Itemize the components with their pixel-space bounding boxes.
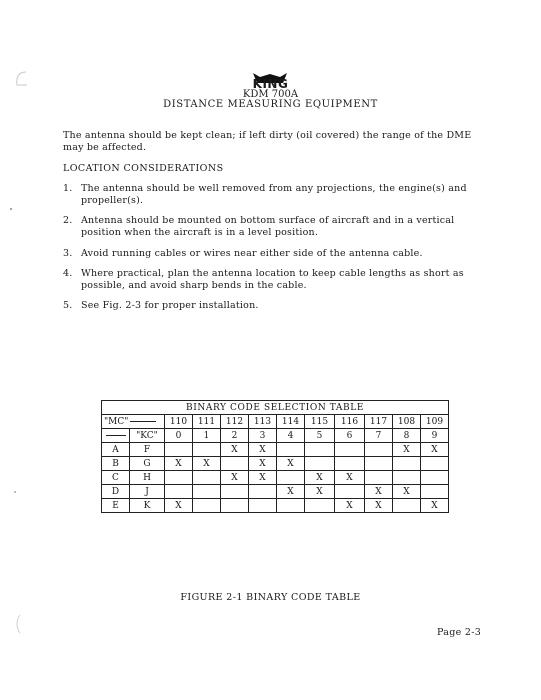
table-cell: X (305, 471, 335, 485)
scan-dot (12, 488, 18, 496)
table-cell (305, 499, 335, 513)
table-cell (165, 443, 193, 457)
kc-value-cell: 9 (421, 429, 449, 443)
table-cell: X (393, 485, 421, 499)
table-cell (421, 485, 449, 499)
table-cell (393, 457, 421, 471)
mc-value-cell: 116 (335, 415, 365, 429)
table-cell: X (249, 443, 277, 457)
table-cell (335, 443, 365, 457)
table-row (102, 457, 449, 471)
list-text: Where practical, plan the antenna location to keep cable lengths as short as possible, and avoid sharp bends in the cable. (81, 268, 464, 291)
dash-line (130, 421, 156, 422)
mc-value-cell: 113 (249, 415, 277, 429)
list-number: 3. (63, 248, 73, 259)
table-cell (165, 471, 193, 485)
section-heading: LOCATION CONSIDERATIONS (63, 163, 224, 174)
table-cell: X (165, 457, 193, 471)
binary-code-table (101, 400, 449, 513)
table-cell (305, 443, 335, 457)
table-cell (193, 499, 221, 513)
mc-letter: E (102, 499, 130, 513)
table-cell: X (335, 499, 365, 513)
kc-value-cell: 5 (305, 429, 335, 443)
table-cell (335, 485, 365, 499)
table-cell: X (277, 485, 305, 499)
scan-dot (8, 205, 14, 213)
kc-value-cell: 3 (249, 429, 277, 443)
table-cell: X (335, 471, 365, 485)
table-cell (393, 471, 421, 485)
model-number: KDM 700A (242, 89, 299, 100)
table-cell (421, 457, 449, 471)
table-cell: X (249, 471, 277, 485)
table-cell: X (165, 499, 193, 513)
mc-value-cell: 112 (221, 415, 249, 429)
table-cell: X (277, 457, 305, 471)
list-number: 5. (63, 300, 73, 311)
table-row (102, 499, 449, 513)
table-cell: X (365, 499, 393, 513)
table-cell (305, 457, 335, 471)
kc-value-cell: 7 (365, 429, 393, 443)
document-title: DISTANCE MEASURING EQUIPMENT (163, 99, 378, 110)
kc-value-cell: 2 (221, 429, 249, 443)
table-cell: X (305, 485, 335, 499)
mc-header-row (102, 415, 449, 429)
table-cell (335, 457, 365, 471)
mc-value-cell: 115 (305, 415, 335, 429)
list-text: The antenna should be well removed from any projections, the engine(s) and propeller(s). (81, 183, 467, 206)
list-number: 4. (63, 268, 73, 279)
kc-letter: G (130, 457, 165, 471)
mc-value-cell: 109 (421, 415, 449, 429)
table-cell: X (421, 443, 449, 457)
table-cell (421, 471, 449, 485)
mc-letter: A (102, 443, 130, 457)
list-text: Avoid running cables or wires near either side of the antenna cable. (81, 248, 423, 259)
table-cell: X (249, 457, 277, 471)
mc-letter: B (102, 457, 130, 471)
table-cell (249, 499, 277, 513)
kc-letter: H (130, 471, 165, 485)
kc-value-cell: 1 (193, 429, 221, 443)
kc-letter: F (130, 443, 165, 457)
mc-value-cell: 108 (393, 415, 421, 429)
table-cell (365, 457, 393, 471)
dash-line (106, 435, 126, 436)
table-cell (193, 443, 221, 457)
table-cell (277, 499, 305, 513)
mc-value-cell: 111 (193, 415, 221, 429)
mc-letter: D (102, 485, 130, 499)
brand-name: KING (252, 77, 289, 91)
mc-label-cell (102, 415, 165, 429)
table-cell: X (421, 499, 449, 513)
dash-cell (102, 429, 130, 443)
table-cell: X (221, 443, 249, 457)
table-caption: BINARY CODE SELECTION TABLE (102, 401, 449, 415)
kc-letter: K (130, 499, 165, 513)
list-number: 1. (63, 183, 73, 194)
scan-mark (14, 614, 24, 634)
table-cell: X (393, 443, 421, 457)
table-cell: X (365, 485, 393, 499)
table-row (102, 471, 449, 485)
table-cell (221, 457, 249, 471)
kc-value-cell: 8 (393, 429, 421, 443)
mc-letter: C (102, 471, 130, 485)
page-number: Page 2-3 (437, 627, 482, 638)
table-cell (277, 471, 305, 485)
table-row (102, 485, 449, 499)
kc-letter: J (130, 485, 165, 499)
list-number: 2. (63, 215, 73, 226)
table-cell: X (193, 457, 221, 471)
table-cell (221, 485, 249, 499)
table-cell (249, 485, 277, 499)
table-cell (193, 471, 221, 485)
mc-label: "MC" (104, 416, 129, 427)
table-cell (221, 499, 249, 513)
table-row (102, 443, 449, 457)
table-cell (393, 499, 421, 513)
table-cell (277, 443, 305, 457)
kc-value-cell: 0 (165, 429, 193, 443)
kc-label: "KC" (130, 429, 165, 443)
table-cell (365, 471, 393, 485)
list-text: Antenna should be mounted on bottom surface of aircraft and in a vertical position when the aircraft is in a level position. (81, 215, 455, 238)
list-text: See Fig. 2-3 for proper installation. (81, 300, 259, 311)
intro-paragraph: The antenna should be kept clean; if left dirty (oil covered) the range of the DME may be affected. (63, 130, 472, 153)
kc-value-cell: 6 (335, 429, 365, 443)
mc-value-cell: 114 (277, 415, 305, 429)
mc-value-cell: 110 (165, 415, 193, 429)
kc-value-cell: 4 (277, 429, 305, 443)
table-cell (193, 485, 221, 499)
table-cell: X (221, 471, 249, 485)
kc-header-row (102, 429, 449, 443)
table-cell (165, 485, 193, 499)
table-cell (365, 443, 393, 457)
mc-value-cell: 117 (365, 415, 393, 429)
figure-caption: FIGURE 2-1 BINARY CODE TABLE (180, 592, 361, 603)
